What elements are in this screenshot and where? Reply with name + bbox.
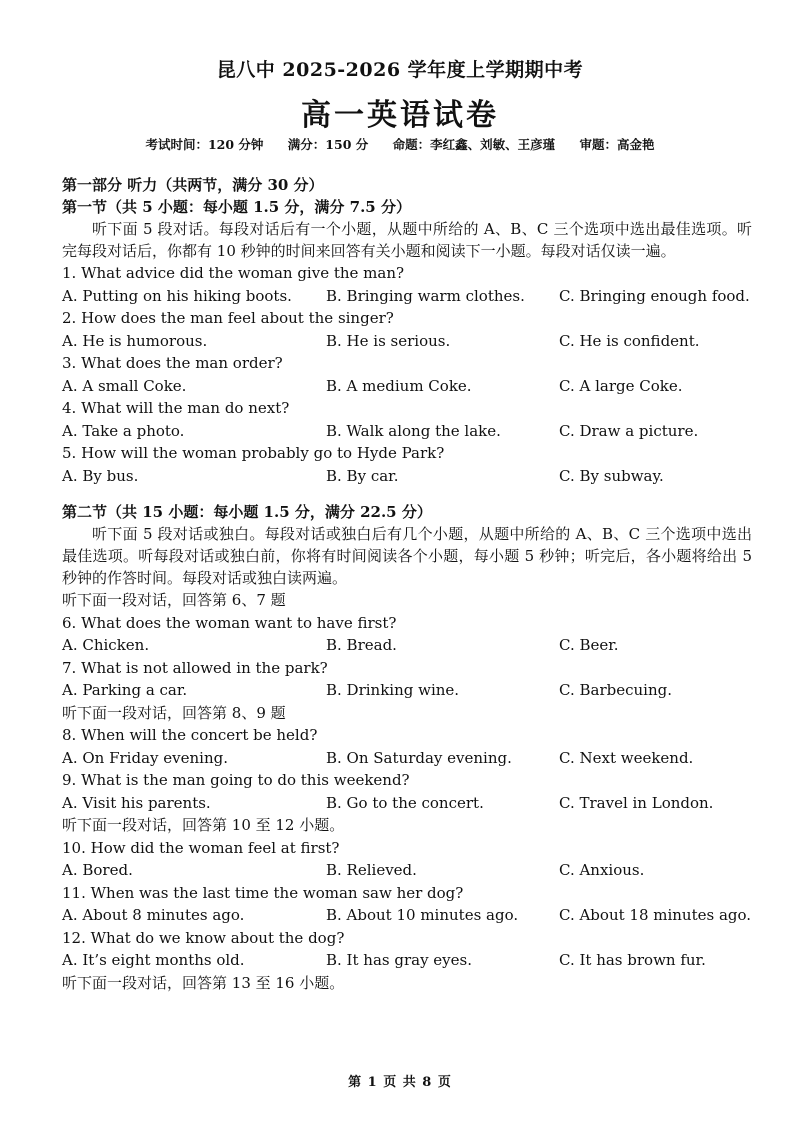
option-a: A. On Friday evening.: [62, 748, 228, 767]
option-a: A. A small Coke.: [62, 376, 187, 395]
option-row: [62, 792, 752, 815]
option-c: C. Beer.: [559, 636, 619, 654]
question-text: 1. What advice did the woman give the man?: [62, 264, 405, 282]
option-a: A. Putting on his hiking boots.: [62, 286, 292, 305]
option-b: B. On Saturday evening.: [326, 748, 512, 767]
question-text: 9. What is the man going to do this weekend?: [62, 771, 410, 789]
option-c: C. Draw a picture.: [559, 421, 699, 440]
option-row: [62, 859, 752, 882]
option-c: C. Barbecuing.: [559, 681, 672, 699]
option-row: [62, 634, 752, 657]
option-c: C. Travel in London.: [559, 793, 714, 812]
option-row: [62, 285, 752, 308]
question-text: 7. What is not allowed in the park?: [62, 658, 328, 677]
option-b: B. Drinking wine.: [326, 681, 460, 699]
dialog-intro: 听下面一段对话，回答第 10 至 12 小题。: [62, 816, 345, 834]
question-groups: [62, 589, 752, 994]
question-text: 2. How does the man feel about the singer?: [62, 309, 394, 327]
option-c: C. Next weekend.: [559, 748, 694, 767]
option-b: B. Go to the concert.: [326, 793, 484, 812]
question-text: 11. When was the last time the woman saw her dog?: [62, 883, 464, 902]
option-row: [62, 420, 752, 443]
option-a: A. Take a photo.: [62, 421, 185, 440]
option-b: B. Bringing warm clothes.: [326, 286, 525, 305]
option-a: A. It’s eight months old.: [62, 951, 245, 969]
school-exam-line: 昆八中 2025-2026 学年度上学期期中考: [216, 59, 584, 81]
option-a: A. Bored.: [62, 861, 133, 879]
option-c: C. A large Coke.: [559, 376, 683, 395]
section-instruction: 听下面 5 段对话或独白。每段对话或独白后有几个小题，从题中所给的 A、B、C 三个选项中选出最佳选项。听每段对话或独白前，你将有时间阅读各个小题，每小题 5 秒钟；听完后，各小题将给出 5 秒钟的作答时间。每段对话或独白读两遍。: [62, 525, 752, 587]
option-a: A. By bus.: [62, 466, 139, 485]
exam-score: 满分：150 分: [287, 137, 369, 152]
option-row: [62, 747, 752, 770]
exam-reviewer: 审题：高金艳: [579, 137, 655, 152]
option-b: B. Walk along the lake.: [326, 421, 501, 440]
section-instruction: 听下面 5 段对话。每段对话后有一个小题，从题中所给的 A、B、C 三个选项中选出最佳选项。听完每段对话后，你都有 10 秒钟的时间来回答有关小题和阅读下一小题。每段对话仅读一遍。: [62, 220, 752, 260]
option-b: B. About 10 minutes ago.: [326, 906, 519, 924]
option-c: C. By subway.: [559, 466, 664, 485]
exam-content: [62, 174, 752, 994]
option-c: C. It has brown fur.: [559, 951, 706, 969]
option-row: [62, 679, 752, 702]
exam-time: 考试时间：120 分钟: [145, 137, 264, 152]
option-b: B. By car.: [326, 466, 399, 485]
question-text: 8. When will the concert be held?: [62, 726, 318, 744]
option-row: [62, 465, 752, 488]
question-text: 10. How did the woman feel at first?: [62, 838, 340, 857]
question-text: 6. What does the woman want to have first?: [62, 613, 397, 632]
part-title: 第一部分 听力（共两节，满分 30 分）: [62, 176, 324, 194]
page-number: 第 1 页 共 8 页: [348, 1075, 452, 1090]
option-a: A. About 8 minutes ago.: [62, 906, 245, 924]
question-text: 12. What do we know about the dog?: [62, 928, 345, 947]
option-row: [62, 949, 752, 972]
question-text: 3. What does the man order?: [62, 354, 283, 372]
option-b: B. He is serious.: [326, 331, 451, 350]
exam-authors: 命题：李红鑫、刘敏、王彦瑾: [392, 137, 556, 152]
option-c: C. He is confident.: [559, 331, 700, 350]
option-b: B. Relieved.: [326, 861, 417, 879]
option-c: C. Bringing enough food.: [559, 286, 750, 305]
section-title: 第二节（共 15 小题：每小题 1.5 分，满分 22.5 分）: [62, 503, 432, 521]
option-b: B. It has gray eyes.: [326, 951, 473, 969]
option-a: A. Visit his parents.: [62, 793, 211, 812]
option-row: [62, 904, 752, 927]
exam-meta: [0, 135, 800, 153]
option-c: C. About 18 minutes ago.: [559, 906, 752, 924]
dialog-intro: 听下面一段对话，回答第 6、7 题: [62, 591, 286, 609]
option-c: C. Anxious.: [559, 861, 645, 879]
option-b: B. A medium Coke.: [326, 376, 472, 395]
question-list: [62, 262, 752, 487]
exam-title: 高一英语试卷: [301, 98, 499, 133]
dialog-intro: 听下面一段对话，回答第 8、9 题: [62, 703, 286, 722]
option-a: A. He is humorous.: [62, 331, 208, 350]
option-b: B. Bread.: [326, 636, 397, 654]
option-a: A. Parking a car.: [62, 681, 188, 699]
dialog-intro: 听下面一段对话，回答第 13 至 16 小题。: [62, 973, 345, 992]
section-title: 第一节（共 5 小题：每小题 1.5 分，满分 7.5 分）: [62, 198, 411, 216]
question-text: 4. What will the man do next?: [62, 399, 290, 417]
question-text: 5. How will the woman probably go to Hyde Park?: [62, 444, 445, 462]
option-a: A. Chicken.: [62, 636, 150, 654]
option-row: [62, 330, 752, 353]
option-row: [62, 375, 752, 398]
